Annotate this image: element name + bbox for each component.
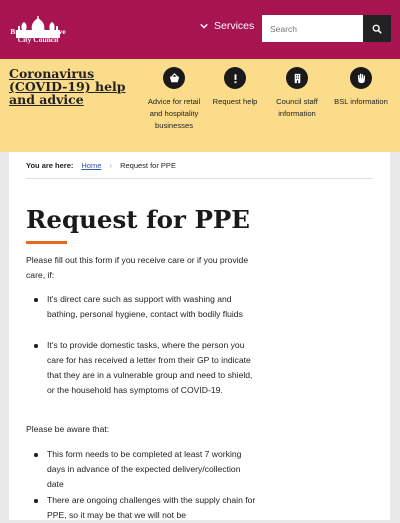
basket-icon [163,67,185,89]
request-help-link[interactable] [204,67,266,108]
retail-advice-link[interactable] [143,67,205,132]
aware-intro-text: Please be aware that: [26,424,110,434]
bsl-info-link[interactable] [330,67,392,108]
search-button[interactable] [363,15,391,42]
bullet-icon [34,344,38,348]
search-bar [262,15,391,42]
breadcrumb-home-link[interactable]: Home [81,161,102,170]
condition-2-text: It's to provide domestic tasks, where the person you care for has received a letter from their GP to indicate that they are in a vulnerable group and need to shield, or the household has symptoms of COVID-19. [47,340,253,395]
bullet-icon [34,298,38,302]
hand-icon [350,67,372,89]
search-input[interactable] [262,15,363,42]
staff-info-link[interactable] [266,67,328,120]
site-header [0,0,400,59]
breadcrumb [26,161,176,170]
aware-point-2-text: There are ongoing challenges with the supply chain for PPE, so it may be that we will not be [47,495,256,520]
services-menu-button[interactable] [200,20,254,32]
page-title: Request for PPE [26,205,250,234]
council-logo[interactable] [0,0,76,59]
services-label: Services [214,20,255,32]
exclamation-icon [224,67,246,89]
retail-advice-label: Advice for retail and hospitality businesses [147,97,201,130]
chevron-down-icon [200,22,208,30]
bsl-info-label: BSL information [334,97,388,106]
bullet-icon [34,499,38,503]
breadcrumb-separator-icon: › [109,161,113,170]
breadcrumb-divider [26,178,373,179]
breadcrumb-current: Request for PPE [120,161,176,170]
building-icon [286,67,308,89]
title-underline [26,241,67,244]
logo-line-2: City Council [17,35,59,44]
main-content [9,152,390,520]
request-help-label: Request help [212,97,258,106]
bullet-icon [34,453,38,457]
covid-banner [0,59,400,152]
breadcrumb-label: You are here: [26,161,74,170]
aware-point-1-text: This form needs to be completed at least 7 working days in advance of the expected delivery/collection date [47,449,242,489]
covid-help-link[interactable]: Coronavirus (COVID-19) help and advice [9,66,126,107]
staff-info-label: Council staff information [276,97,318,118]
logo-line-1: Brighton & Hove [10,27,66,36]
intro-text: Please fill out this form if you receive care or if you provide care, if: [26,255,249,280]
search-icon [372,24,382,34]
condition-1-text: It's direct care such as support with washing and bathing, personal hygiene, contact with bodily fluids [47,294,243,319]
